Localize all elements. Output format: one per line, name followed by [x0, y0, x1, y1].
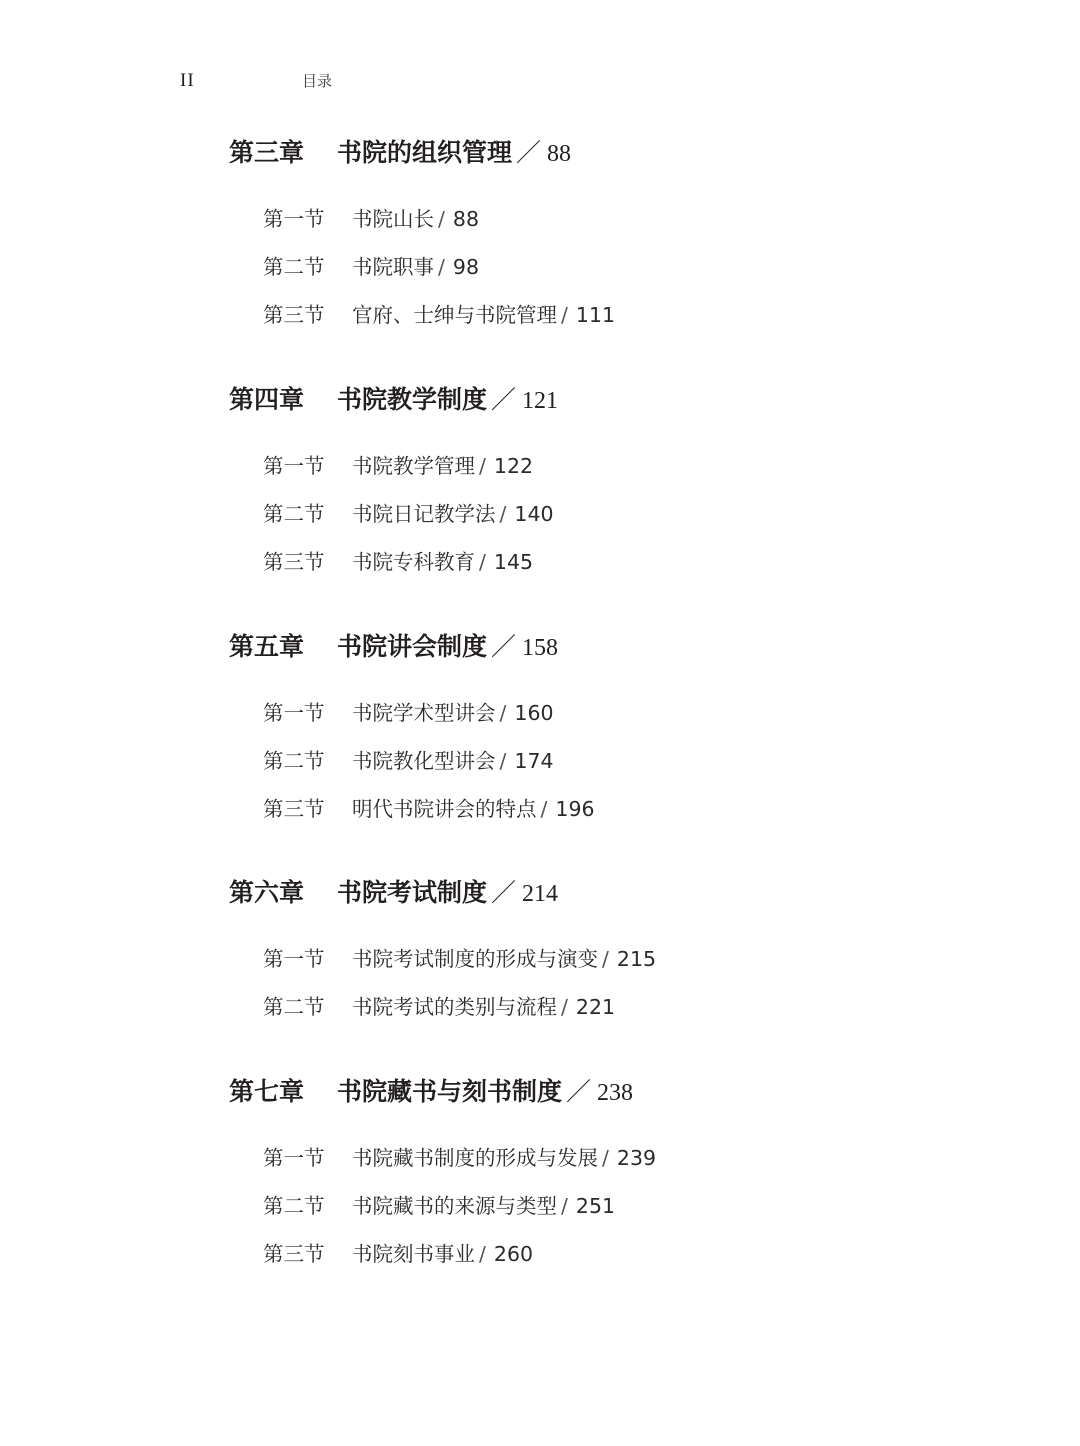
- section-title: 书院教学管理: [352, 454, 475, 478]
- slash-separator: /: [602, 947, 609, 971]
- slash-separator: /: [540, 797, 548, 821]
- section-page: 260: [493, 1242, 534, 1266]
- section-page: 145: [493, 550, 534, 574]
- slash-separator: /: [479, 1242, 486, 1266]
- slash-separator: /: [561, 303, 568, 327]
- chapter-title: [229, 873, 989, 913]
- chapter-page: 88: [547, 141, 572, 167]
- section-title: 书院日记教学法: [352, 502, 496, 526]
- slash-separator: ／: [566, 1077, 592, 1106]
- toc-chapter-4: [229, 380, 989, 594]
- section-label: 第二节: [263, 749, 325, 773]
- section-list: [229, 1142, 989, 1286]
- page-number: II: [180, 70, 195, 91]
- slash-separator: /: [499, 749, 507, 773]
- chapter-page: 121: [522, 388, 559, 414]
- section-title: 书院考试制度的形成与演变: [352, 947, 598, 971]
- section-page: 251: [575, 1194, 616, 1218]
- chapter-label: 第五章: [229, 632, 305, 661]
- slash-separator: /: [479, 550, 486, 574]
- section-label: 第一节: [263, 207, 325, 231]
- toc-chapter-3: [229, 133, 989, 347]
- chapter-page: 158: [522, 635, 559, 661]
- section-title: 书院学术型讲会: [352, 701, 496, 725]
- section-label: 第三节: [263, 797, 325, 821]
- chapter-title: [229, 1072, 989, 1112]
- slash-separator: /: [499, 502, 507, 526]
- section-label: 第二节: [263, 1194, 325, 1218]
- section-list: [229, 697, 989, 841]
- slash-separator: ／: [491, 878, 517, 907]
- section-page: 160: [514, 701, 554, 725]
- slash-separator: ／: [516, 138, 542, 167]
- toc-section: [263, 450, 989, 498]
- section-page: 174: [514, 749, 554, 773]
- section-title: 书院藏书的来源与类型: [352, 1194, 557, 1218]
- toc-chapter-5: [229, 627, 989, 841]
- section-label: 第三节: [263, 303, 325, 327]
- chapter-name: 书院教学制度: [337, 385, 488, 414]
- chapter-page: 214: [522, 881, 559, 907]
- section-page: 140: [514, 502, 554, 526]
- slash-separator: ／: [491, 632, 517, 661]
- toc-section: [263, 991, 989, 1039]
- chapter-label: 第三章: [229, 138, 305, 167]
- chapter-label: 第四章: [229, 385, 305, 414]
- section-title: 书院教化型讲会: [352, 749, 496, 773]
- section-title: 书院考试的类别与流程: [352, 995, 557, 1019]
- slash-separator: /: [561, 995, 568, 1019]
- chapter-page: 238: [597, 1080, 634, 1106]
- section-list: [229, 450, 989, 594]
- section-label: 第一节: [263, 1146, 325, 1170]
- section-title: 书院刻书事业: [352, 1242, 475, 1266]
- section-label: 第三节: [263, 550, 325, 574]
- chapter-label: 第七章: [229, 1077, 305, 1106]
- slash-separator: ／: [491, 385, 517, 414]
- toc-section: [263, 299, 989, 347]
- toc-chapter-6: [229, 873, 989, 1039]
- toc-section: [263, 251, 989, 299]
- section-label: 第一节: [263, 701, 325, 725]
- section-title: 书院山长: [352, 207, 434, 231]
- toc-section: [263, 943, 989, 991]
- chapter-label: 第六章: [229, 878, 305, 907]
- chapter-title: [229, 627, 989, 667]
- section-title: 书院职事: [352, 255, 434, 279]
- chapter-name: 书院考试制度: [337, 878, 488, 907]
- toc-section: [263, 203, 989, 251]
- section-title: 明代书院讲会的特点: [352, 797, 537, 821]
- toc-section: [263, 793, 989, 841]
- toc-section: [263, 1190, 989, 1238]
- toc-section: [263, 1238, 989, 1286]
- chapter-name: 书院讲会制度: [337, 632, 488, 661]
- section-label: 第二节: [263, 995, 325, 1019]
- section-page: 196: [555, 797, 595, 821]
- section-label: 第三节: [263, 1242, 325, 1266]
- section-list: [229, 203, 989, 347]
- section-title: 书院藏书制度的形成与发展: [352, 1146, 598, 1170]
- section-label: 第二节: [263, 255, 325, 279]
- section-label: 第一节: [263, 454, 325, 478]
- slash-separator: /: [438, 255, 445, 279]
- chapter-name: 书院藏书与刻书制度: [337, 1077, 563, 1106]
- toc-section: [263, 498, 989, 546]
- section-label: 第二节: [263, 502, 325, 526]
- toc-section: [263, 546, 989, 594]
- section-page: 111: [575, 303, 616, 327]
- slash-separator: /: [438, 207, 445, 231]
- chapter-title: [229, 133, 989, 173]
- slash-separator: /: [499, 701, 507, 725]
- slash-separator: /: [479, 454, 486, 478]
- section-title: 书院专科教育: [352, 550, 475, 574]
- slash-separator: /: [561, 1194, 568, 1218]
- section-page: 239: [616, 1146, 657, 1170]
- chapter-name: 书院的组织管理: [337, 138, 513, 167]
- section-page: 98: [452, 255, 480, 279]
- toc-section: [263, 697, 989, 745]
- section-page: 88: [452, 207, 480, 231]
- toc-section: [263, 1142, 989, 1190]
- section-list: [229, 943, 989, 1039]
- slash-separator: /: [602, 1146, 609, 1170]
- section-page: 221: [575, 995, 616, 1019]
- running-head: 目录: [302, 72, 333, 90]
- section-page: 215: [616, 947, 657, 971]
- section-label: 第一节: [263, 947, 325, 971]
- toc-chapter-7: [229, 1072, 989, 1286]
- chapter-title: [229, 380, 989, 420]
- toc-section: [263, 745, 989, 793]
- section-title: 官府、士绅与书院管理: [352, 303, 557, 327]
- section-page: 122: [493, 454, 534, 478]
